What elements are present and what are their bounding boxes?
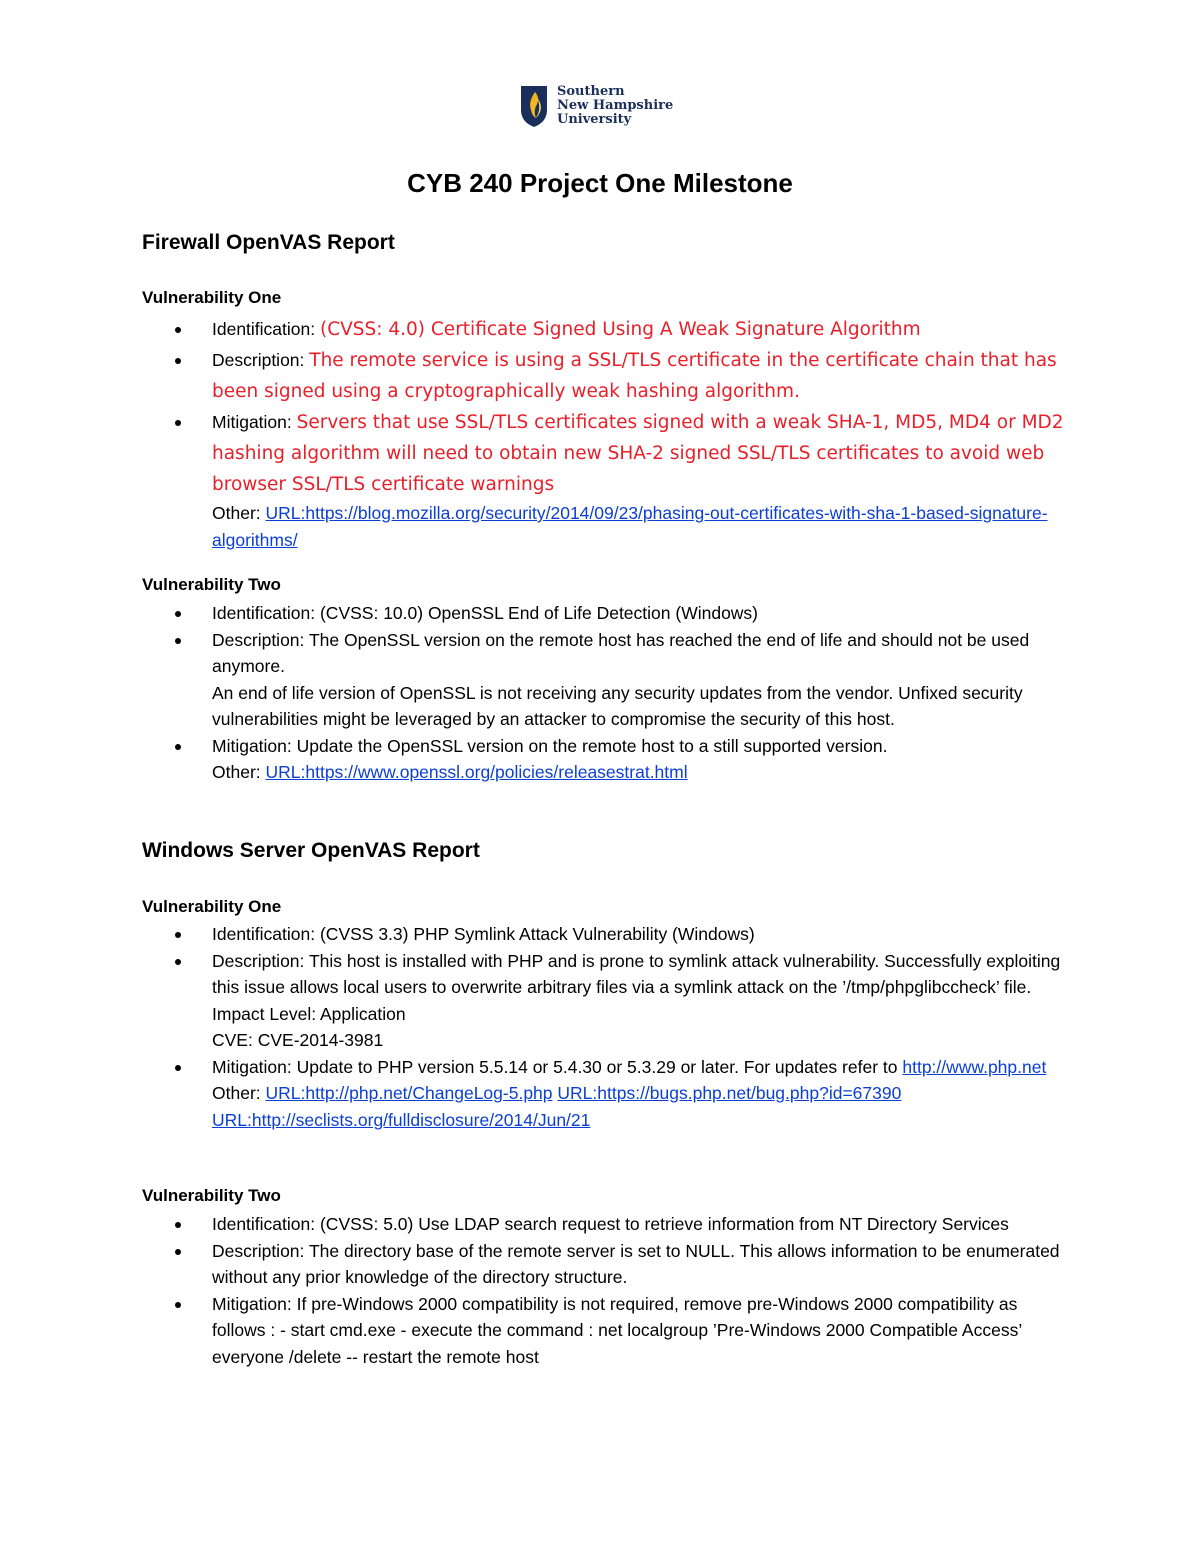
cve-line: CVE: CVE-2014-3981 bbox=[212, 1030, 384, 1050]
bullet-icon bbox=[175, 1249, 181, 1255]
list-item bbox=[172, 314, 1072, 345]
description-text: The directory base of the remote server is set to NULL. This allows information to be enumerated without any prior knowledge of the directory structure. bbox=[212, 1240, 1060, 1287]
list-item bbox=[172, 627, 1072, 733]
identification-text: (CVSS: 4.0) Certificate Signed Using A Weak Signature Algorithm bbox=[319, 319, 921, 340]
logo-line-3: University bbox=[557, 112, 632, 127]
other-line bbox=[212, 1080, 1072, 1133]
other-line bbox=[212, 500, 1072, 553]
mitigation-label: Mitigation: bbox=[212, 1293, 297, 1314]
logo-wordmark bbox=[557, 85, 673, 127]
description-label: Description: bbox=[212, 950, 309, 971]
description-text: This host is installed with PHP and is prone to symlink attack vulnerability. Successfully exploiting this issue allows local users to overwrite arbitrary files via a symlink attack on the ’/tmp/phpglibccheck’ file. Impact Level: Application bbox=[212, 950, 1061, 1024]
bullet-icon bbox=[175, 611, 181, 617]
identification-label: Identification: bbox=[212, 603, 320, 623]
firewall-vuln-two-heading: Vulnerability Two bbox=[142, 575, 281, 594]
identification-label: Identification: bbox=[212, 924, 320, 944]
description-text: The OpenSSL version on the remote host has reached the end of life and should not be used anymore. bbox=[212, 629, 1030, 676]
windows-vuln-one-list bbox=[172, 921, 1072, 1133]
description-label: Description: bbox=[212, 1240, 309, 1261]
mitigation-text: If pre-Windows 2000 compatibility is not required, remove pre-Windows 2000 compatibility as follows : - start cmd.exe - execute the command : net localgroup ’Pre-Windows 2000 Compatible Access’ everyone /delete -- restart the remote host bbox=[212, 1293, 1022, 1367]
bullet-icon bbox=[175, 358, 181, 364]
other-label: Other: bbox=[212, 1083, 266, 1103]
other-label: Other: bbox=[212, 503, 266, 523]
list-item bbox=[172, 345, 1072, 407]
other-line bbox=[212, 759, 1072, 786]
bullet-icon bbox=[175, 932, 181, 938]
bullet-icon bbox=[175, 1302, 181, 1308]
windows-vuln-two-list bbox=[172, 1211, 1072, 1370]
firewall-vuln-one-heading: Vulnerability One bbox=[142, 288, 282, 307]
list-item bbox=[172, 407, 1072, 553]
list-item bbox=[172, 1054, 1072, 1134]
php-site-link[interactable]: http://www.php.net bbox=[902, 1056, 1047, 1077]
list-item bbox=[172, 600, 1072, 627]
bullet-icon bbox=[175, 638, 181, 644]
description-label: Description: bbox=[212, 629, 309, 650]
mitigation-text: Servers that use SSL/TLS certificates signed with a weak SHA-1, MD5, MD4 or MD2 hashing algorithm will need to obtain new SHA-2 signed SSL/TLS certificates to avoid web browser SSL/TLS certificate warnings bbox=[212, 412, 1064, 495]
identification-text: (CVSS: 10.0) OpenSSL End of Life Detection (Windows) bbox=[319, 603, 759, 623]
list-item bbox=[172, 1211, 1072, 1238]
windows-vuln-one-heading: Vulnerability One bbox=[142, 897, 282, 916]
windows-vuln-two-heading: Vulnerability Two bbox=[142, 1186, 281, 1205]
mitigation-text: Update to PHP version 5.5.14 or 5.4.30 or 5.3.29 or later. For updates refer to bbox=[296, 1056, 903, 1077]
bullet-icon bbox=[175, 1065, 181, 1071]
university-logo bbox=[519, 84, 673, 128]
openssl-policy-link[interactable]: URL:https://www.openssl.org/policies/releasestrat.html bbox=[265, 762, 688, 782]
list-item bbox=[172, 948, 1072, 1054]
description-label: Description: bbox=[212, 350, 310, 370]
shield-flame-icon bbox=[519, 84, 549, 128]
seclists-link[interactable]: URL:http://seclists.org/fulldisclosure/2014/Jun/21 bbox=[212, 1109, 591, 1130]
document-title: CYB 240 Project One Milestone bbox=[407, 168, 793, 198]
list-item bbox=[172, 733, 1072, 786]
mitigation-label: Mitigation: bbox=[212, 1056, 297, 1077]
firewall-vuln-two-list bbox=[172, 600, 1072, 786]
mozilla-blog-link[interactable]: URL:https://blog.mozilla.org/security/2014/09/23/phasing-out-certificates-with-sha-1-based-signature-algorithms/ bbox=[212, 503, 1048, 550]
list-item bbox=[172, 921, 1072, 948]
description-text: The remote service is using a SSL/TLS certificate in the certificate chain that has been signed using a cryptographically weak hashing algorithm. bbox=[212, 350, 1057, 402]
identification-text: (CVSS 3.3) PHP Symlink Attack Vulnerability (Windows) bbox=[319, 924, 755, 944]
php-changelog-link[interactable]: URL:http://php.net/ChangeLog-5.php bbox=[265, 1083, 553, 1103]
firewall-report-heading: Firewall OpenVAS Report bbox=[142, 231, 395, 254]
identification-label: Identification: bbox=[212, 1214, 320, 1234]
bullet-icon bbox=[175, 327, 181, 333]
bullet-icon bbox=[175, 1222, 181, 1228]
identification-text: (CVSS: 5.0) Use LDAP search request to retrieve information from NT Directory Services bbox=[319, 1214, 1009, 1234]
identification-label: Identification: bbox=[212, 319, 320, 339]
other-label: Other: bbox=[212, 762, 266, 782]
php-bug-link[interactable]: URL:https://bugs.php.net/bug.php?id=67390 bbox=[557, 1083, 902, 1103]
description-text-continued: An end of life version of OpenSSL is not receiving any security updates from the vendor. Unfixed security vulnerabilities might be leveraged by an attacker to compromise the security of this host. bbox=[212, 682, 1023, 729]
mitigation-label: Mitigation: bbox=[212, 412, 297, 432]
firewall-vuln-one-list bbox=[172, 314, 1072, 553]
bullet-icon bbox=[175, 744, 181, 750]
mitigation-text: Update the OpenSSL version on the remote host to a still supported version. bbox=[296, 735, 888, 756]
bullet-icon bbox=[175, 420, 181, 426]
windows-report-heading: Windows Server OpenVAS Report bbox=[142, 839, 480, 862]
mitigation-label: Mitigation: bbox=[212, 735, 297, 756]
bullet-icon bbox=[175, 959, 181, 965]
list-item bbox=[172, 1238, 1072, 1291]
logo-line-2: New Hampshire bbox=[557, 98, 674, 113]
logo-line-1: Southern bbox=[557, 84, 625, 99]
list-item bbox=[172, 1291, 1072, 1371]
